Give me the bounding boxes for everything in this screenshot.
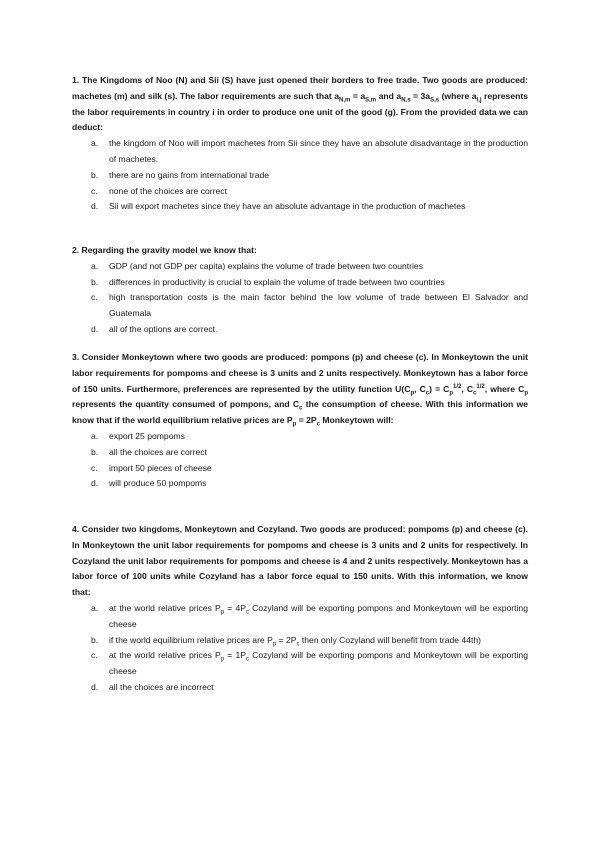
option-a: a. the kingdom of Noo will import machetes from Sii since they have an absolute disadvantage in the production of machetes. [91,138,528,164]
option-b: b. differences in productivity is crucial to explain the volume of trade between two countries [91,276,445,287]
option-a: a. at the world relative prices $P_p = 4P_c$ Cozyland will be exporting pompons and Monkeytown will be exporting cheese [91,602,528,629]
question-stem: 3. Consider Monkeytown where two goods are produced: pompons (p) and cheese (c). In Monkeytown the unit labor requirements for pompoms and cheese is 3 units and 2 units respectively. Monkeytown has a labor force of 150 units. Furthermore, preferences are represented by the utility function $U(C_p$, $C_c) = C_p^{1/2}$, $C_c^{1/2}$, where $C_p$ represents the quantity consumed of pompons, and $C_c$ the consumption of cheese. With this information we know that if the world equilibrium relative prices are $P_p = 2P_c$ Monkeytown will: [72,352,528,428]
question-stem: 1. The Kingdoms of Noo (N) and Sii (S) have just opened their borders to free trade. Two goods are produced: machetes (m) and silk (s). The labor requirements are such that $a_{N,m} = a_{S,m}$ and $a_{N,s} = 3a_{S,s}$ (where $a_{i,j}$ represents the labor requirements in country i in order to produce one unit of the good (g). From the provided data we can deduct: [72,75,528,133]
question-1 [72,73,528,215]
option-b: b. there are no gains from international trade [91,169,270,180]
option-c: c. at the world relative prices $P_p = 1P_c$ Cozyland will be exporting pompons and Monkeytown will be exporting cheese [91,650,528,677]
option-list [72,429,528,492]
option-d: d. all of the options are correct. [91,323,218,334]
option-a: a. GDP (and not GDP per capita) explains the volume of trade between two countries [91,260,424,271]
option-d: d. all the choices are incorrect [91,681,214,692]
option-list [72,601,528,696]
question-stem: 2. Regarding the gravity model we know that: [72,245,257,255]
option-c: c. import 50 pieces of cheese [91,462,212,473]
option-a: a. export 25 pompoms [91,430,185,441]
question-3 [72,350,528,492]
option-list [72,259,528,338]
option-list [72,136,528,215]
option-c: c. none of the choices are correct [91,185,227,196]
option-b: b. all the choices are correct [91,446,207,457]
question-stem: 4. Consider two kingdoms, Monkeytown and Cozyland. Two goods are produced: pompoms (p) and cheese (c). In Monkeytown the unit labor requirements for pompoms and cheese is 3 units and 2 units for respectively. In Cozyland the unit labor requirements for pompoms and cheese is 4 and 2 units respectively. Monkeytown has a labor force of 100 units while Cozyland has a labor force equal to 150 units. With this information, we know that: [72,524,528,598]
option-d: d. Sii will export machetes since they have an absolute advantage in the production of machetes [91,201,466,212]
option-d: d. will produce 50 pompoms [91,478,207,489]
question-4 [72,522,528,696]
option-c: c. high transportation costs is the main factor behind the low volume of trade between El Salvador and Guatemala [91,292,528,319]
option-b: b. if the world equilibrium relative prices are $P_p = 2P_c$ then only Cozyland will benefit from trade 44th) [91,634,482,648]
question-2 [72,243,528,338]
